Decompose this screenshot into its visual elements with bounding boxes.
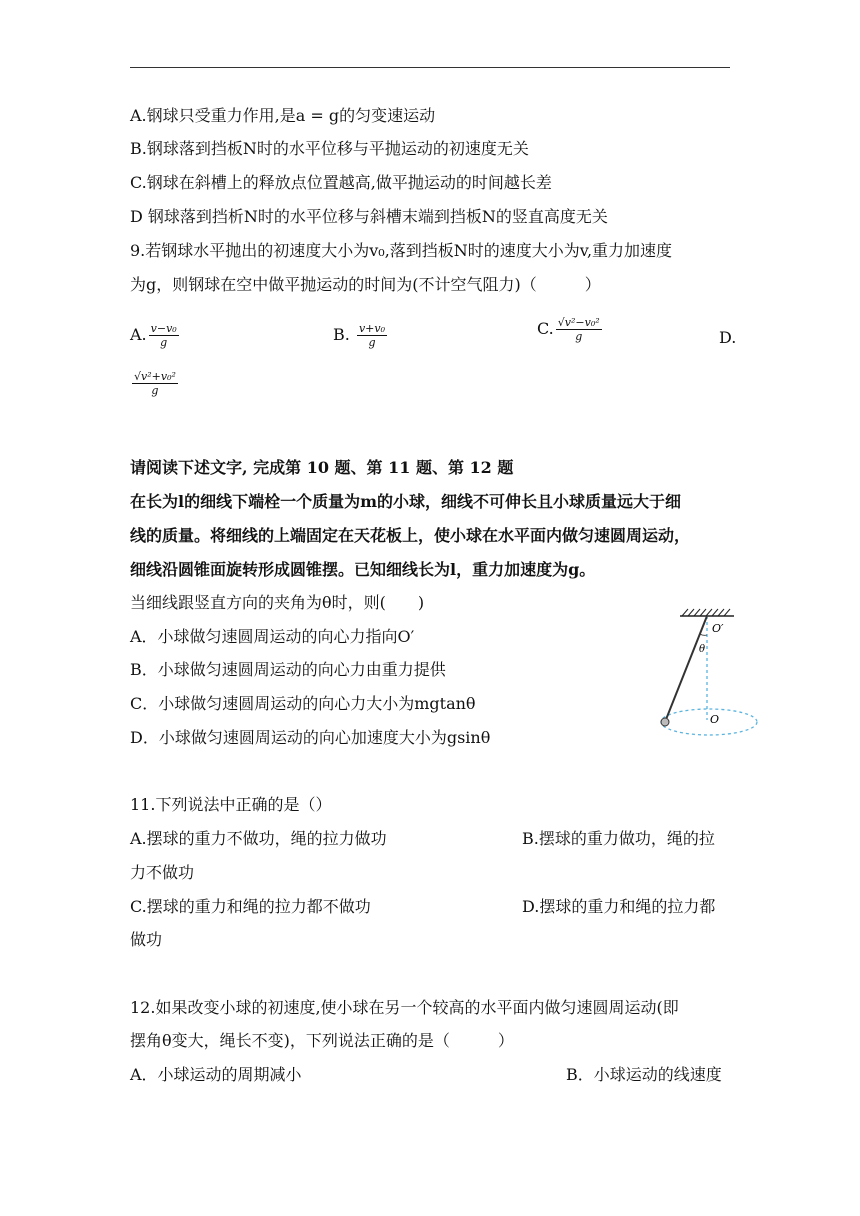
q10-option-c: C．小球做匀速圆周运动的向心力大小为mgtanθ bbox=[130, 694, 476, 713]
q8-option-a: A.钢球只受重力作用,是a = g的匀变速运动 bbox=[130, 106, 436, 125]
conical-pendulum-diagram bbox=[650, 604, 770, 749]
q11-option-b-line1: B.摆球的重力做功，绳的拉 bbox=[522, 829, 715, 848]
q10-option-d: D．小球做匀速圆周运动的向心加速度大小为gsinθ bbox=[130, 728, 491, 747]
q8-option-d: D 钢球落到挡析N时的水平位移与斜槽末端到挡板N的竖直高度无关 bbox=[130, 207, 608, 226]
q9-option-a-fraction: $\frac{\text{v−v₀}}{g}$ bbox=[150, 322, 177, 349]
q11-option-b-line2: 力不做功 bbox=[130, 863, 195, 882]
q9-option-b-fraction: $\frac{\text{v+v₀}}{g}$ bbox=[358, 322, 385, 349]
q8-option-c: C.钢球在斜槽上的释放点位置越高,做平抛运动的时间越长差 bbox=[130, 173, 552, 192]
passage-line2: 线的质量。将细线的上端固定在天花板上，使小球在水平面内做匀速圆周运动， bbox=[130, 526, 691, 545]
header-rule bbox=[130, 67, 730, 68]
circular-path-dashed bbox=[661, 709, 757, 735]
q11-option-a: A.摆球的重力不做功，绳的拉力做功 bbox=[130, 829, 387, 848]
ceiling-hatch bbox=[680, 609, 734, 616]
q9-option-d bbox=[130, 370, 178, 397]
pendulum-ball bbox=[661, 718, 669, 726]
q9-stem-line2: 为g，则钢球在空中做平抛运动的时间为(不计空气阻力)（ ） bbox=[130, 275, 601, 294]
q11-stem: 11.下列说法中正确的是（） bbox=[130, 795, 332, 814]
q9-stem-line1: 9.若钢球水平抛出的初速度大小为v₀,落到挡板N时的速度大小为v,重力加速度 bbox=[130, 241, 673, 260]
q9-option-c: C. $\frac{\text{√v²−v₀²}}{g}$ bbox=[537, 316, 600, 343]
q10-option-a: A．小球做匀速圆周运动的向心力指向O′ bbox=[130, 627, 415, 646]
q12-option-b: B．小球运动的线速度 bbox=[566, 1065, 722, 1084]
angle-arc bbox=[700, 634, 707, 635]
q12-option-a: A．小球运动的周期减小 bbox=[130, 1065, 302, 1084]
q10-option-b: B．小球做匀速圆周运动的向心力由重力提供 bbox=[130, 660, 446, 679]
label-o: O bbox=[710, 713, 720, 726]
q11-option-d-line2: 做功 bbox=[130, 930, 163, 949]
q10-stem: 当细线跟竖直方向的夹角为θ时，则( ) bbox=[130, 593, 425, 612]
q9-option-a: A. $\frac{\text{v−v₀}}{g}$ bbox=[130, 322, 177, 349]
q12-stem-line2: 摆角θ变大，绳长不变)，下列说法正确的是（ ） bbox=[130, 1031, 514, 1050]
q12-stem-line1: 12.如果改变小球的初速度,使小球在另一个较高的水平面内做匀速圆周运动(即 bbox=[130, 998, 679, 1017]
q8-option-b: B.钢球落到挡板N时的水平位移与平抛运动的初速度无关 bbox=[130, 139, 529, 158]
q11-option-c: C.摆球的重力和绳的拉力都不做功 bbox=[130, 897, 371, 916]
string-line bbox=[665, 616, 707, 722]
q9-option-d-fraction: $\frac{\text{√v²+v₀²}}{g}$ bbox=[134, 370, 176, 397]
q9-option-b: B. $\frac{\text{v+v₀}}{g}$ bbox=[333, 322, 385, 349]
q9-option-d-label: D. bbox=[719, 328, 737, 347]
q11-option-d-line1: D.摆球的重力和绳的拉力都 bbox=[522, 897, 716, 916]
passage-line3: 细线沿圆锥面旋转形成圆锥摆。已知细线长为l，重力加速度为g。 bbox=[130, 560, 596, 579]
q9-option-c-fraction: $\frac{\text{√v²−v₀²}}{g}$ bbox=[557, 316, 600, 343]
passage-heading: 请阅读下述文字, 完成第 10 题、第 11 题、第 12 题 bbox=[130, 458, 514, 477]
passage-line1: 在长为l的细线下端栓一个质量为m的小球，细线不可伸长且小球质量远大于细 bbox=[130, 492, 682, 511]
label-theta: θ bbox=[699, 644, 706, 655]
label-o-prime: O′ bbox=[712, 622, 724, 635]
